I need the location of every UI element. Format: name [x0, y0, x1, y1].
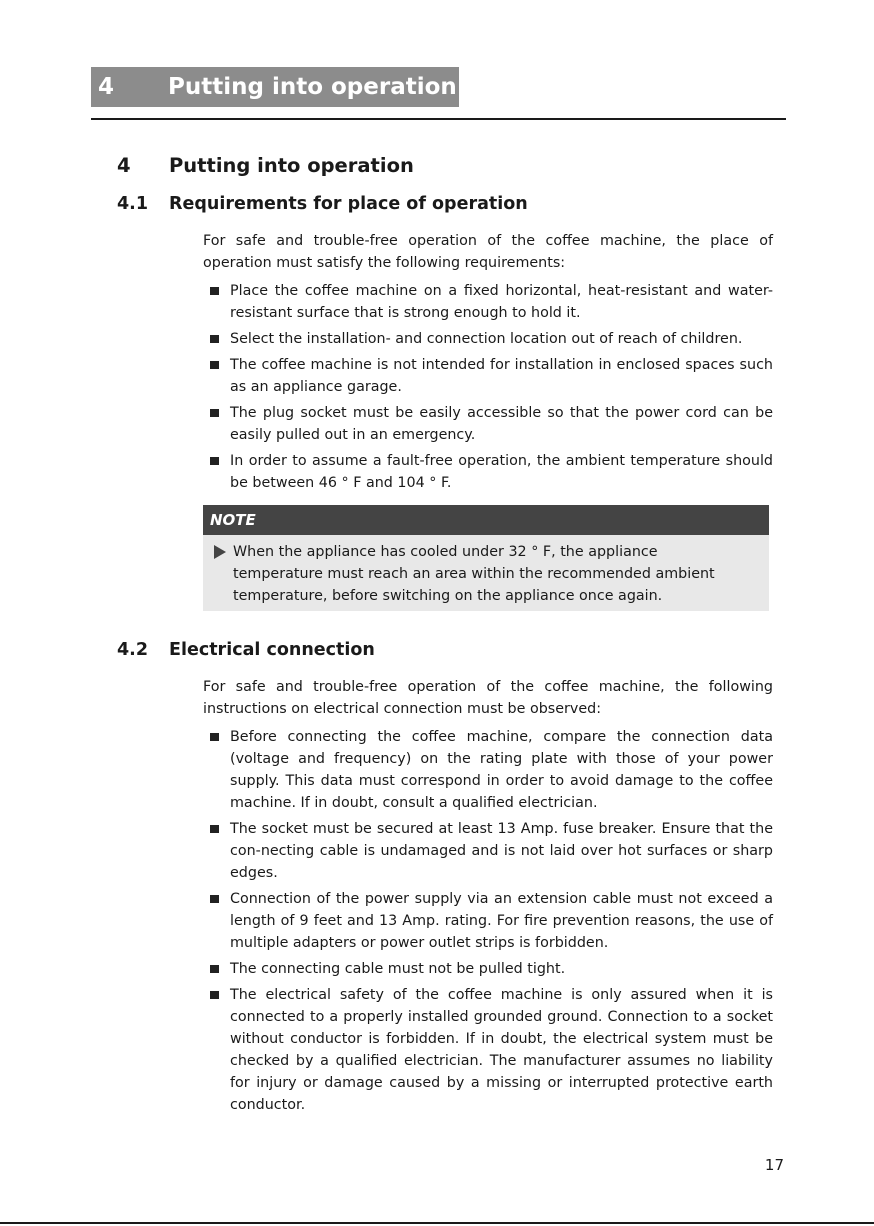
bullet-square-icon: [210, 825, 219, 833]
list-item-text: Place the coffee machine on a fixed horizontal, heat-resistant and water-resistant surface that is strong enough to hold it.: [230, 283, 773, 321]
list-item: [203, 818, 773, 884]
list-item-text: Connection of the power supply via an extension cable must not exceed a length of 9 feet and 13 Amp. rating. For fire prevention reasons, the use of multiple adapters or power outlet strips is forbidden.: [230, 891, 773, 951]
list-item: [203, 328, 773, 350]
section-title: Putting into operation: [169, 154, 414, 177]
list-item: [203, 354, 773, 398]
list-item: [203, 984, 773, 1116]
section-number: 4.1: [117, 194, 149, 214]
list-item-text: In order to assume a fault-free operation, the ambient temperature should be between 46 ° F and 104 ° F.: [230, 453, 773, 491]
section-heading-4-2: [117, 640, 375, 660]
chapter-title: Putting into operation: [168, 74, 457, 100]
bullet-square-icon: [210, 335, 219, 343]
footer-rule: [0, 1222, 874, 1224]
header-rule: [91, 118, 786, 120]
list-item: [203, 958, 773, 980]
bullet-square-icon: [210, 895, 219, 903]
list-item: [203, 280, 773, 324]
section-heading-4: [117, 154, 414, 177]
section-intro: For safe and trouble-free operation of the coffee machine, the following instructions on electrical connection must be observed:: [203, 679, 773, 717]
section-title: Requirements for place of operation: [169, 194, 528, 214]
section-intro: For safe and trouble-free operation of the coffee machine, the place of operation must satisfy the following requirements:: [203, 233, 773, 271]
list-item-text: The plug socket must be easily accessible so that the power cord can be easily pulled out in an emergency.: [230, 405, 773, 443]
list-item-text: The socket must be secured at least 13 Amp. fuse breaker. Ensure that the con-necting cable is undamaged and is not laid over hot surfaces or sharp edges.: [230, 821, 773, 881]
list-item-text: The electrical safety of the coffee machine is only assured when it is connected to a properly installed grounded ground. Connection to a socket without conductor is forbidden. If in doubt, the electrical system must be checked by a qualified electrician. The manufacturer assumes no liability for injury or damage caused by a missing or interrupted protective earth conductor.: [230, 987, 773, 1113]
list-item-text: The coffee machine is not intended for installation in enclosed spaces such as an appliance garage.: [230, 357, 773, 395]
list-item: [203, 726, 773, 814]
note-text: When the appliance has cooled under 32 ° F, the appliance temperature must reach an area within the recommended ambient temperature, before switching on the appliance once again.: [233, 544, 715, 604]
bullet-square-icon: [210, 965, 219, 973]
list-item: [203, 450, 773, 494]
section-number: 4: [117, 154, 131, 177]
section-number: 4.2: [117, 640, 149, 660]
list-item: [203, 888, 773, 954]
section-heading-4-1: [117, 194, 528, 214]
electrical-list: [203, 726, 773, 1116]
note-body: [203, 535, 769, 607]
bullet-square-icon: [210, 361, 219, 369]
section-4-2-body: [203, 676, 773, 1120]
requirements-list: [203, 280, 773, 494]
bullet-square-icon: [210, 733, 219, 741]
note-box: [203, 505, 769, 611]
section-4-1-body: [203, 230, 773, 498]
bullet-square-icon: [210, 457, 219, 465]
chapter-number: 4: [98, 74, 115, 100]
chapter-header: [91, 67, 459, 107]
list-item-text: Select the installation- and connection location out of reach of children.: [230, 331, 743, 347]
note-label: NOTE: [203, 505, 769, 535]
list-item-text: The connecting cable must not be pulled tight.: [230, 961, 566, 977]
list-item-text: Before connecting the coffee machine, compare the connection data (voltage and frequency) on the rating plate with those of your power supply. This data must correspond in order to avoid damage to the coffee machine. If in doubt, consult a qualified electrician.: [230, 729, 773, 811]
section-title: Electrical connection: [169, 640, 375, 660]
bullet-square-icon: [210, 409, 219, 417]
list-item: [203, 402, 773, 446]
bullet-square-icon: [210, 991, 219, 999]
page-number: 17: [764, 1156, 784, 1174]
arrow-right-icon: [214, 545, 226, 559]
bullet-square-icon: [210, 287, 219, 295]
